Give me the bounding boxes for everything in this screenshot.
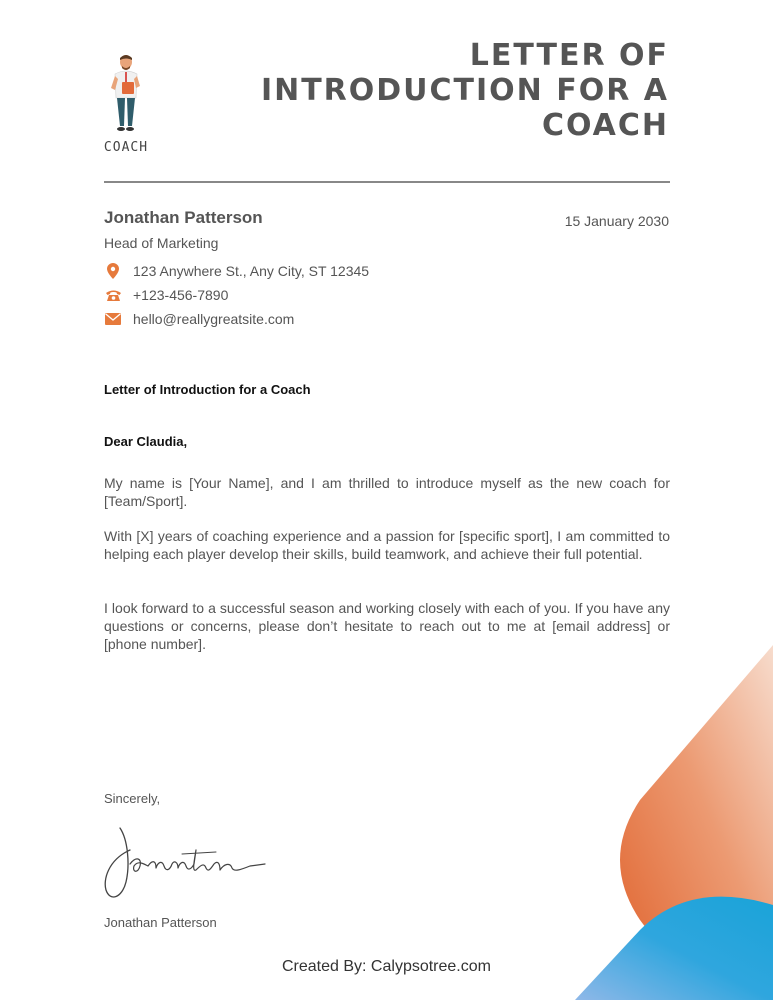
signer-name: Jonathan Patterson xyxy=(104,915,217,930)
page-title xyxy=(229,38,669,143)
signature xyxy=(100,820,270,905)
letter-greeting: Dear Claudia, xyxy=(104,434,188,449)
address-text: 123 Anywhere St., Any City, ST 12345 xyxy=(133,263,370,279)
envelope-icon xyxy=(104,311,122,327)
contact-phone xyxy=(104,287,228,303)
footer-credit: Created By: Calypsotree.com xyxy=(282,958,491,975)
header-divider xyxy=(104,181,670,183)
coach-figure-icon xyxy=(106,52,146,134)
email-text: hello@reallygreatsite.com xyxy=(133,311,295,327)
letter-closing: Sincerely, xyxy=(104,791,161,806)
location-pin-icon xyxy=(104,263,122,279)
phone-icon xyxy=(104,287,122,303)
phone-text: +123-456-7890 xyxy=(133,287,229,303)
body-paragraph: I look forward to a successful season and working closely with each of you. If you have any questions or concerns, please don’t hesitate to reach out to me at [email address] or [phone number]. xyxy=(104,600,670,652)
blue-band-shape xyxy=(575,897,773,1000)
title-line: INTRODUCTION FOR A xyxy=(260,73,669,108)
letter-date: 15 January 2030 xyxy=(564,213,669,229)
body-paragraph: My name is [Your Name], and I am thrilled to introduce myself as the new coach for [Team/Sport]. xyxy=(104,475,670,509)
body-paragraph: With [X] years of coaching experience and a passion for [specific sport], I am committed to helping each player develop their skills, build teamwork, and achieve their full potential. xyxy=(104,528,670,562)
sender-name: Jonathan Patterson xyxy=(104,208,263,227)
letter-subject: Letter of Introduction for a Coach xyxy=(104,382,311,397)
logo-text: COACH xyxy=(103,140,149,155)
sender-role: Head of Marketing xyxy=(104,235,219,251)
contact-address xyxy=(104,263,369,279)
contact-email xyxy=(104,311,294,327)
title-line: COACH xyxy=(541,108,669,143)
title-line: LETTER OF xyxy=(469,38,669,73)
logo xyxy=(100,52,152,155)
